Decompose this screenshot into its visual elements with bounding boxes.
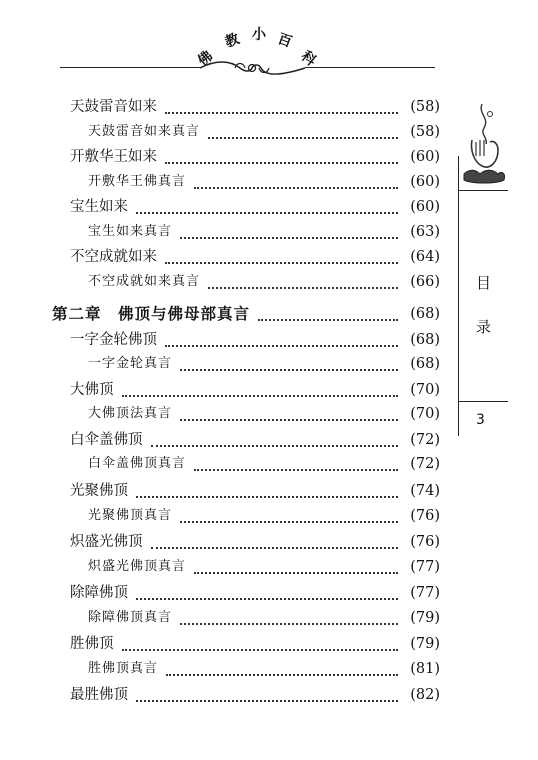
toc-page-number: (68) [410, 356, 440, 372]
toc-page-number: (82) [410, 687, 440, 703]
dot-leader [136, 576, 398, 600]
toc-entry-label: 胜佛顶真言 [88, 661, 159, 676]
toc-page-number: (70) [410, 406, 440, 422]
title-char: 佛 [195, 48, 217, 70]
toc-entry-label: 宝生如来 [70, 199, 128, 215]
toc-page-number: (58) [410, 124, 440, 140]
toc-page-number: (70) [410, 382, 440, 398]
dot-leader [180, 215, 398, 239]
toc-entry-label: 开敷华王如来 [70, 149, 157, 165]
toc-entry-label: 不空成就如来 [70, 249, 157, 265]
dot-leader [180, 499, 398, 523]
dot-leader [208, 115, 398, 139]
dot-leader [136, 190, 398, 214]
dot-leader [136, 678, 398, 702]
toc-page-number: (64) [410, 249, 440, 265]
toc-entry-label: 最胜佛顶 [70, 687, 128, 703]
toc-entry-label: 大佛顶 [70, 382, 114, 398]
toc-entry-label: 天鼓雷音如来真言 [88, 124, 201, 139]
buddha-hand-icon [460, 100, 508, 190]
dot-leader [180, 397, 398, 421]
toc-page-number: (68) [410, 306, 440, 322]
toc-entry-row [0, 505, 538, 527]
dot-leader [166, 652, 398, 676]
toc-entry-label: 炽盛光佛顶 [70, 534, 143, 550]
toc-entry-label: 开敷华王佛真言 [88, 174, 187, 189]
dot-leader [165, 140, 398, 164]
title-char: 科 [297, 48, 319, 70]
dot-leader [136, 474, 398, 498]
section-label-char: 目 [476, 274, 492, 292]
dot-leader [194, 165, 398, 189]
toc-page-number: (81) [410, 661, 440, 677]
toc-entry-row [0, 658, 538, 680]
toc-entry-row [0, 453, 538, 475]
side-rule-vertical [458, 156, 459, 436]
toc-page-number: (76) [410, 508, 440, 524]
title-char: 小 [252, 27, 266, 43]
toc-page-number: (63) [410, 224, 440, 240]
title-char: 百 [275, 31, 294, 51]
section-label-char: 录 [476, 318, 492, 336]
toc-entry-label: 大佛顶法真言 [88, 406, 173, 421]
toc-entry-label: 炽盛光佛顶真言 [88, 559, 187, 574]
dot-leader [151, 525, 398, 549]
toc-page-number: (79) [410, 636, 440, 652]
toc-entry-label: 天鼓雷音如来 [70, 99, 157, 115]
toc-page-number: (77) [410, 585, 440, 601]
dot-leader [180, 347, 398, 371]
dot-leader [122, 627, 398, 651]
toc-page-number: (74) [410, 483, 440, 499]
toc-entry-label: 胜佛顶 [70, 636, 114, 652]
dot-leader [122, 373, 398, 397]
dot-leader [194, 447, 398, 471]
dot-leader [258, 297, 398, 321]
dot-leader [180, 601, 398, 625]
dot-leader [165, 90, 398, 114]
page-number: 3 [476, 412, 485, 428]
toc-entry-label: 白伞盖佛顶 [70, 432, 143, 448]
toc-entry-label: 白伞盖佛顶真言 [88, 456, 187, 471]
toc-page-number: (77) [410, 559, 440, 575]
toc-page-number: (76) [410, 534, 440, 550]
toc-entry-label: 宝生如来真言 [88, 224, 173, 239]
toc-page-number: (72) [410, 432, 440, 448]
toc-entry-label: 除障佛顶真言 [88, 610, 173, 625]
toc-page-number: (60) [410, 174, 440, 190]
dot-leader [194, 550, 398, 574]
toc-entry-label: 光聚佛顶 [70, 483, 128, 499]
dot-leader [208, 265, 398, 289]
title-char: 教 [223, 31, 242, 51]
toc-entry-label: 光聚佛顶真言 [88, 508, 173, 523]
toc-page-number: (68) [410, 332, 440, 348]
side-rule-bottom [458, 401, 508, 402]
toc-entry-row [0, 556, 538, 578]
toc-entry-label: 第二章 佛顶与佛母部真言 [52, 304, 251, 323]
dot-leader [165, 240, 398, 264]
side-rule-top [458, 190, 508, 191]
toc-page-number: (60) [410, 149, 440, 165]
toc-entry-label: 一字金轮佛顶 [70, 332, 157, 348]
toc-entry-label: 一字金轮真言 [88, 356, 173, 371]
toc-page-number: (58) [410, 99, 440, 115]
toc-page-number: (66) [410, 274, 440, 290]
dot-leader [165, 323, 398, 347]
toc-entry-label: 不空成就如来真言 [88, 274, 201, 289]
toc-page-number: (79) [410, 610, 440, 626]
dot-leader [151, 423, 398, 447]
toc-entry-row [0, 684, 538, 706]
toc-entry-row [0, 607, 538, 629]
toc-page-number: (72) [410, 456, 440, 472]
toc-page-number: (60) [410, 199, 440, 215]
toc-entry-label: 除障佛顶 [70, 585, 128, 601]
